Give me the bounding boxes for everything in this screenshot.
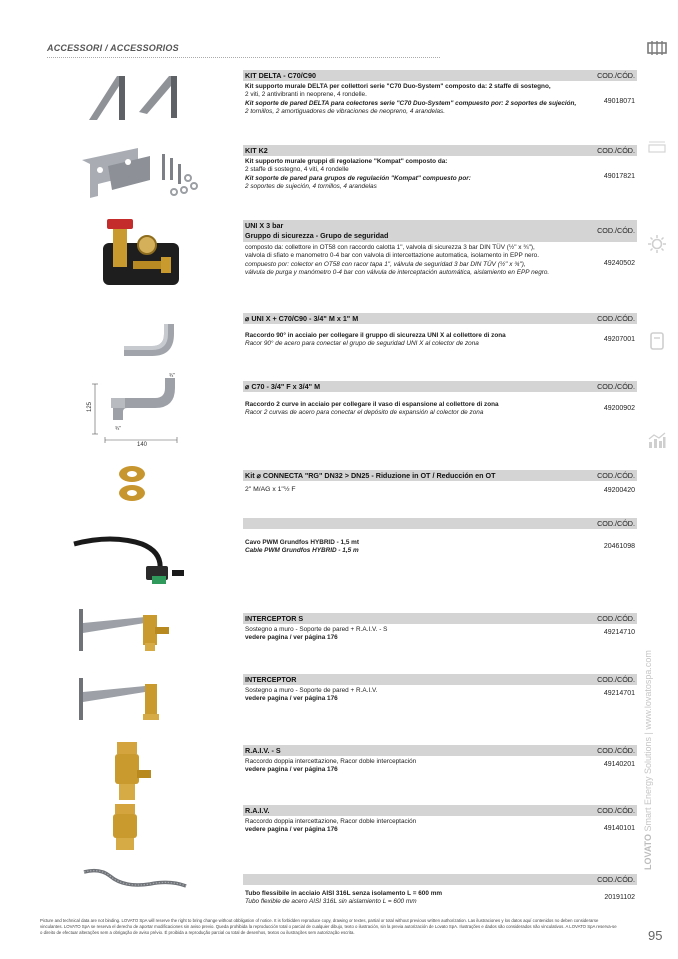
desc-line: Tubo flessibile in acciaio AISI 316L senza isolamento L = 600 mm (245, 890, 443, 897)
item-title: Kit ⌀ CONNECTA "RG" DN32 > DN25 - Riduzione in OT / Reducción en OT (245, 471, 496, 480)
elbow-fitting-image (120, 320, 180, 360)
item-code: 49018071 (603, 98, 635, 105)
item-body (243, 392, 637, 418)
k2-bracket-image (78, 140, 208, 202)
chart-icon (647, 430, 667, 450)
item-title: R.A.I.V. - S (245, 746, 281, 755)
desc-line: Raccordo 90° in acciaio per collegare il gruppo di sicurezza UNI X al collettore di zona (245, 332, 506, 339)
footer-line: o direito de efectuar alterações sem a obrigação de aviso prévio. É proibida a reprodução parcial ou total de desenhos, textos ou ilustrações sem autorização escrita. (40, 930, 355, 935)
item-title: INTERCEPTOR S (245, 614, 304, 623)
item-body (243, 624, 637, 643)
flexible-tube-image (80, 866, 190, 896)
desc-line: Raccordo doppia intercettazione, Racor doble interceptación (245, 758, 417, 765)
item-pwm-cable (243, 518, 637, 556)
desc-line: Cavo PWM Grundfos HYBRID - 1,5 mt (245, 539, 359, 546)
desc-line: composto da: collettore in OT58 con raccordo calotta 1", valvola di sicurezza 3 bar DIN TÜV (½" x ¾"), (245, 244, 535, 251)
desc-line: vedere pagina / ver página 176 (245, 695, 338, 703)
desc-line: compuesto por: colector en OT58 con racor tapa 1", válvula de seguridad 3 bar DIN TÜV (½" x ¾"), (245, 260, 526, 268)
desc-line: vedere pagina / ver página 176 (245, 826, 338, 834)
item-raiv (243, 805, 637, 835)
item-body (243, 529, 637, 556)
item-code: 49207001 (603, 336, 635, 343)
code-label: COD./CÓD. (597, 146, 635, 155)
desc-line: Sostegno a muro - Soporte de pared + R.A.I.V. - S (245, 626, 388, 633)
code-label: COD./CÓD. (597, 519, 635, 528)
pwm-cable-image (72, 530, 192, 590)
code-label: COD./CÓD. (597, 71, 635, 80)
side-tagline: Smart Energy Solutions | www.lovatospa.com (643, 650, 653, 832)
item-code: 49200902 (603, 405, 635, 412)
item-header (243, 470, 637, 481)
code-label: COD./CÓD. (597, 226, 635, 235)
desc-line: válvula de purga y manómetro 0-4 bar con válvula de interceptación automática, aislamiento en EPP negro. (245, 268, 550, 276)
item-title: KIT K2 (245, 146, 268, 155)
item-body (243, 885, 637, 907)
dimension-bottom: ¾" (115, 426, 121, 432)
desc-line: 2 viti, 2 antivibranti in neoprene, 4 rondelle. (245, 91, 367, 99)
desc-line: Kit supporto murale gruppi di regolazione "Kompat" composto da: (245, 158, 448, 165)
desc-line: 2" M/AG x 1"½ F (245, 486, 296, 493)
side-brand-text (643, 630, 657, 870)
floor-heating-icon (647, 138, 667, 158)
item-code: 49140101 (603, 825, 635, 832)
item-code: 49240502 (603, 260, 635, 267)
item-body (243, 156, 637, 191)
item-title: KIT DELTA - C70/C90 (245, 71, 316, 80)
desc-line: 2 staffe di sostegno, 4 viti, 4 rondelle (245, 166, 349, 174)
footer-line: vinculantes. LOVATO SpA se reserva el derecho de aportar modificaciones sin aviso previo. Queda prohibida la reproducción total o parcial de cualquier dibujo, texto o ilustración, sin la previa autorización de Lovato SpA. Ilustrações e dados são considerados não vinculativos. A LOVATO SpA reserva-se (40, 924, 617, 929)
dimension-width: 140 (137, 442, 148, 447)
desc-line: Kit soporte de pared DELTA para colectores serie "C70 Duo-System" compuesto por: 2 soportes de sujeción, (245, 99, 577, 107)
interceptor-s-image (75, 605, 175, 655)
item-unix-elbow (243, 313, 637, 349)
item-header (243, 805, 637, 816)
item-body (243, 81, 637, 116)
desc-line: Kit supporto murale DELTA per collettori serie "C70 Duo-System" composto da: 2 staffe di sostegno, (245, 83, 551, 90)
item-header (243, 145, 637, 156)
item-body (243, 685, 637, 704)
item-flexible-tube (243, 874, 637, 907)
item-interceptor (243, 674, 637, 704)
desc-line: Raccordo 2 curve in acciaio per collegare il vaso di espansione al collettore di zona (245, 401, 499, 408)
item-subtitle: Gruppo di sicurezza - Grupo de seguridad (245, 231, 389, 240)
item-raiv-s (243, 745, 637, 775)
desc-line: Sostegno a muro - Soporte de pared + R.A.I.V. (245, 687, 378, 694)
code-label: COD./CÓD. (597, 382, 635, 391)
item-header (243, 381, 637, 392)
item-title: UNI X 3 bar (245, 221, 284, 230)
item-header (243, 674, 637, 685)
page-number: 95 (648, 928, 663, 943)
item-code: 49214701 (603, 690, 635, 697)
code-label: COD./CÓD. (597, 471, 635, 480)
item-body (243, 756, 637, 775)
dimension-top: ¾" (169, 373, 175, 379)
desc-line: Racor 2 curvas de acero para conectar el depósito de expansión al colector de zona (245, 409, 484, 417)
sun-icon (647, 234, 667, 254)
desc-line: Cable PWM Grundfos HYBRID - 1,5 m (245, 547, 359, 555)
item-header (243, 613, 637, 624)
item-header (243, 313, 637, 324)
code-label: COD./CÓD. (597, 746, 635, 755)
desc-line: Kit soporte de pared para grupos de regulación "Kompat" compuesto por: (245, 174, 471, 182)
section-title: ACCESSORI / ACCESSORIOS (47, 43, 179, 53)
boiler-icon (647, 331, 667, 351)
desc-line: 2 tornillos, 2 amortiguadores de vibraciones de neopreno, 4 arandelas. (245, 107, 446, 115)
code-label: COD./CÓD. (597, 614, 635, 623)
item-header (243, 745, 637, 756)
item-code: 49140201 (603, 761, 635, 768)
item-body (243, 816, 637, 835)
delta-bracket-image (85, 72, 185, 124)
legal-footer (40, 918, 636, 936)
item-title: INTERCEPTOR (245, 675, 297, 684)
item-title: ⌀ C70 - 3/4" F x 3/4" M (245, 382, 321, 391)
raiv-image (105, 802, 145, 852)
item-unix-3bar (243, 220, 637, 277)
item-header (243, 518, 637, 529)
code-label: COD./CÓD. (597, 875, 635, 884)
item-body (243, 324, 637, 349)
section-divider (47, 57, 440, 58)
unix-safety-group-image (95, 215, 185, 290)
item-title: ⌀ UNI X + C70/C90 - 3/4" M x 1" M (245, 314, 359, 323)
interceptor-image (75, 674, 175, 724)
item-connecta-reduction (243, 470, 637, 494)
item-header (243, 874, 637, 885)
desc-line: Racor 90° de acero para conectar el grupo de seguridad UNI X al colector de zona (245, 340, 479, 348)
item-interceptor-s (243, 613, 637, 643)
footer-line: Picture and technical data are not binding. LOVATO SpA will reserve the right to bring change without obbligation of notice. It is forbidden reproduce copy, drawing or textes, partial or total without previous written authorization. Las ilustraciones y los datos aquí contenidos no deben considerarse (40, 918, 599, 923)
raiv-s-image (105, 740, 155, 805)
code-label: COD./CÓD. (597, 314, 635, 323)
item-code: 49214710 (603, 629, 635, 636)
desc-line: vedere pagina / ver página 176 (245, 634, 338, 642)
dimension-height: 125 (87, 401, 93, 412)
desc-line: Raccordo doppia intercettazione, Racor doble interceptación (245, 818, 417, 825)
desc-line: Tubo flexible de acero AISI 316L sin aislamiento L = 600 mm (245, 898, 417, 906)
desc-line: 2 soportes de sujeción, 4 tornillos, 4 arandelas (245, 182, 377, 190)
desc-line: vedere pagina / ver página 176 (245, 766, 338, 774)
code-label: COD./CÓD. (597, 675, 635, 684)
desc-line: valvola di sfiato e manometro 0-4 bar con valvola di intercettazione automatica, isolamento in EPP nero. (245, 252, 540, 260)
item-kit-delta (243, 70, 637, 116)
item-c70-double-curve (243, 381, 637, 418)
brass-reduction-image (117, 463, 147, 503)
code-label: COD./CÓD. (597, 806, 635, 815)
item-header (243, 70, 637, 81)
side-brand: LOVATO (643, 834, 653, 870)
item-body (243, 242, 637, 277)
double-curve-fitting-image (85, 372, 185, 447)
item-code: 49017821 (603, 173, 635, 180)
item-code: 20461098 (603, 543, 635, 550)
item-code: 20191102 (604, 894, 635, 901)
item-header (243, 220, 637, 242)
radiator-icon (647, 38, 667, 58)
item-code: 49200420 (603, 487, 635, 494)
item-title: R.A.I.V. (245, 806, 270, 815)
item-kit-k2 (243, 145, 637, 191)
item-body (243, 481, 637, 494)
